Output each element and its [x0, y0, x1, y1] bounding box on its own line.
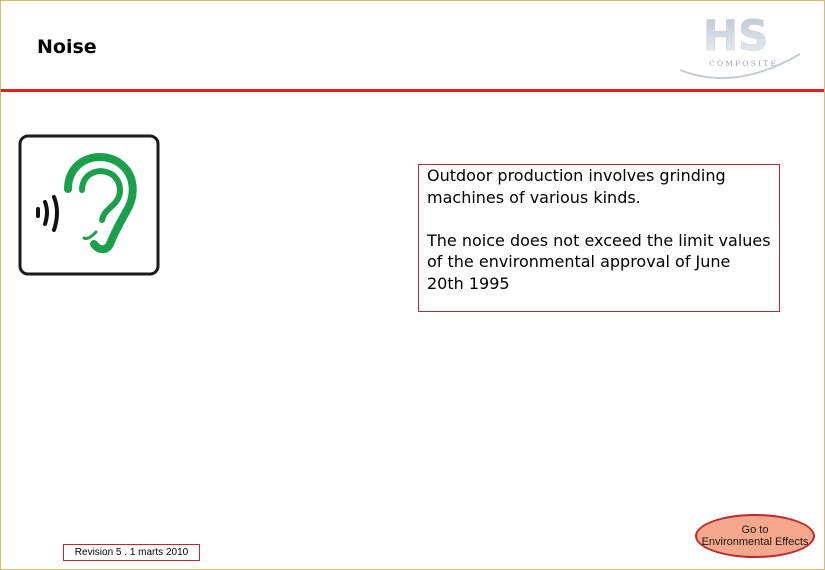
noise-info-textbox [418, 164, 780, 312]
logo-letters: HS [703, 11, 769, 60]
revision-label: Revision 5 . 1 marts 2010 [63, 544, 200, 561]
ear-noise-icon [18, 134, 160, 276]
logo-tagline: COMPOSITE [709, 59, 779, 68]
goto-label-line1: Go to [741, 524, 769, 536]
hs-composite-logo [675, 8, 805, 83]
noise-paragraph-2: The noice does not exceed the limit values of the environmental approval of June 20th 1995 [427, 230, 771, 293]
page-title: Noise [37, 36, 97, 58]
noise-paragraph-1: Outdoor production involves grinding machines of various kinds. [427, 166, 726, 207]
goto-label-line2: Environmental Effects [701, 536, 809, 548]
header-divider [1, 89, 824, 92]
goto-environmental-effects-button[interactable] [695, 514, 815, 558]
